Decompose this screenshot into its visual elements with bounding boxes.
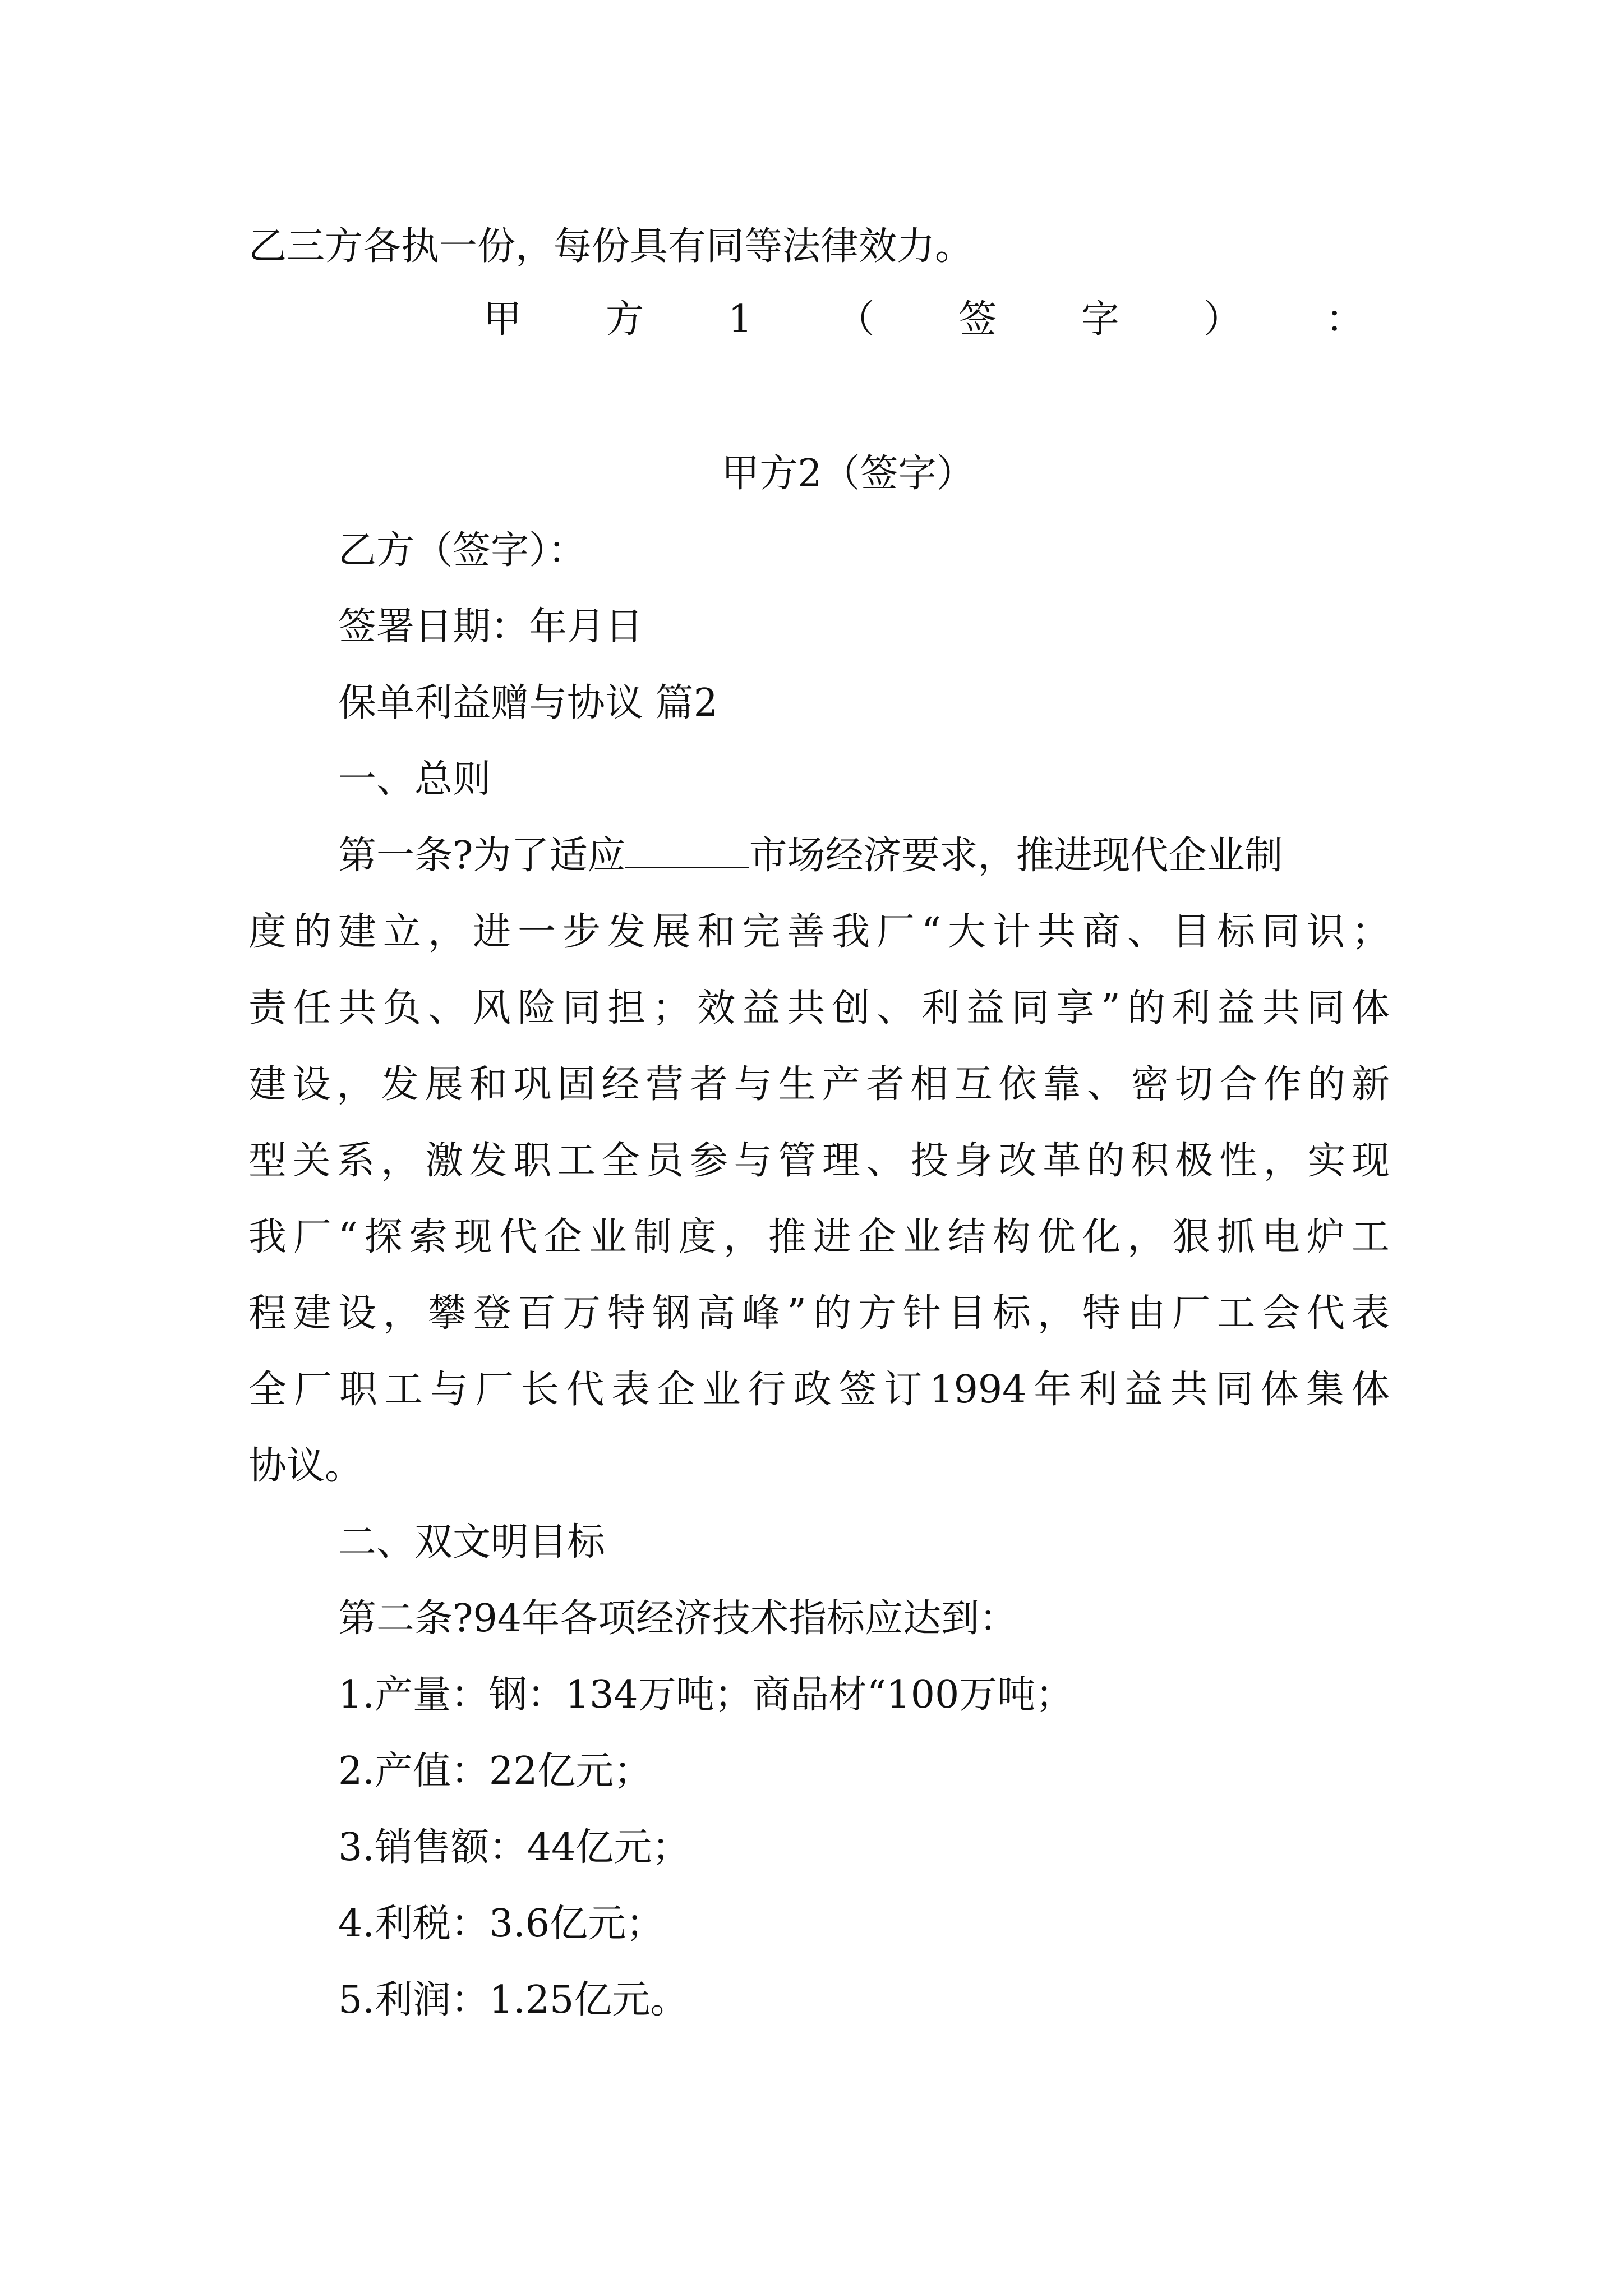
sig-char: 签 xyxy=(958,297,997,342)
article-1-first-line xyxy=(338,828,1283,884)
article-1-prefix: 第一条?为了适应 xyxy=(338,834,626,878)
sig-char: （ xyxy=(836,297,875,342)
sig-char: ） xyxy=(1203,297,1242,342)
sig-char: ： xyxy=(1325,297,1364,342)
signature-party-a2: 甲方2（签字） xyxy=(721,452,975,496)
article-1-line: 责任共负、风险同担；效益共创、利益同享”的利益共同体 xyxy=(248,986,1390,1030)
article-1-line: 我厂“探索现代企业制度，推进企业结构优化，狠抓电炉工 xyxy=(248,1215,1390,1259)
article-1-line: 程建设，攀登百万特钢高峰”的方针目标，特由厂工会代表 xyxy=(248,1291,1390,1336)
article-2: 第二条?94年各项经济技术指标应达到： xyxy=(338,1596,1017,1641)
closing-line: 乙三方各执一份，每份具有同等法律效力。 xyxy=(248,224,974,269)
signature-party-a1 xyxy=(483,292,1364,348)
sig-char: 1 xyxy=(728,297,753,342)
article-1-suffix: 市场经济要求，推进现代企业制 xyxy=(749,834,1283,878)
section-title: 保单利益赠与协议 篇2 xyxy=(338,681,718,725)
list-item: 3.销售额：44亿元； xyxy=(338,1825,690,1870)
article-1-line: 型关系，激发职工全员参与管理、投身改革的积极性，实现 xyxy=(248,1139,1390,1183)
signature-party-b: 乙方（签字）： xyxy=(338,528,587,573)
list-item: 1.产量：钢：134万吨；商品材“100万吨； xyxy=(338,1673,1074,1717)
list-item: 5.利润：1.25亿元。 xyxy=(338,1978,689,2022)
sig-char: 甲 xyxy=(483,297,522,342)
sign-date: 签署日期：年月日 xyxy=(338,605,644,649)
sig-char: 方 xyxy=(606,297,644,342)
sig-char: 字 xyxy=(1081,297,1119,342)
article-1-line: 度的建立，进一步发展和完善我厂“大计共商、目标同识； xyxy=(248,910,1390,954)
heading-goals: 二、双文明目标 xyxy=(338,1520,606,1565)
heading-general: 一、总则 xyxy=(338,757,491,802)
article-1-line: 建设，发展和巩固经营者与生产者相互依靠、密切合作的新 xyxy=(248,1062,1390,1107)
list-item: 2.产值：22亿元； xyxy=(338,1749,652,1793)
article-1-line: 全厂职工与厂长代表企业行政签订1994年利益共同体集体 xyxy=(248,1368,1390,1412)
list-item: 4.利税：3.6亿元； xyxy=(338,1902,665,1946)
fill-blank xyxy=(625,833,749,868)
article-1-last-line: 协议。 xyxy=(248,1444,363,1488)
